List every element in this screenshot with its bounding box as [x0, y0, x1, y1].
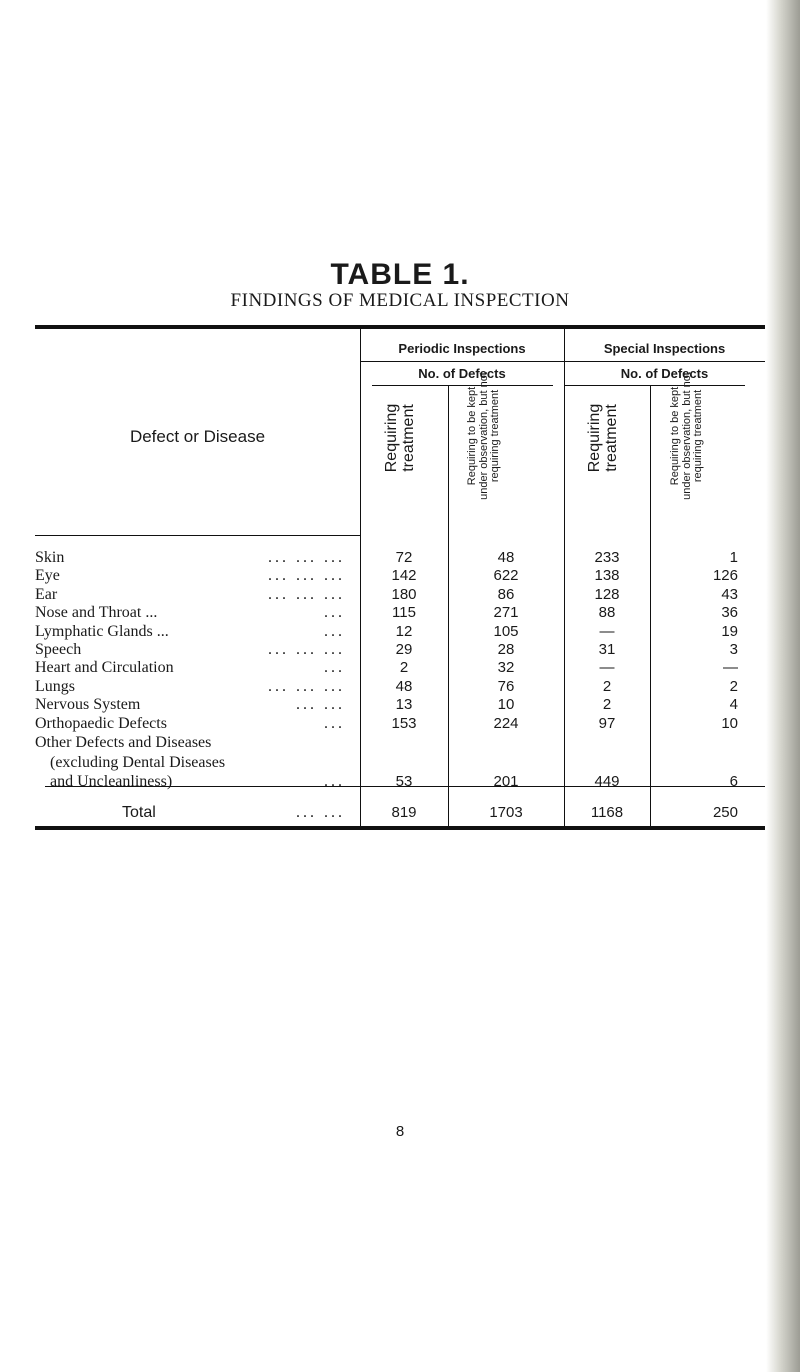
header-bottom-rule [35, 535, 360, 536]
row-cell-p-treat: 13 [395, 696, 413, 713]
row-cell-p-obs: 271 [493, 604, 519, 621]
row-cell-p-obs: 10 [497, 696, 515, 713]
row-cell-p-obs: 105 [493, 623, 519, 640]
other-special-observation: 6 [729, 773, 738, 790]
periodic-requiring-treatment-header: Requiring treatment [383, 403, 417, 473]
row-leader-dots: ... ... ... [268, 586, 345, 603]
table-bottom-rule [35, 826, 765, 830]
row-cell-p-obs: 48 [497, 549, 515, 566]
row-label: Nervous System [35, 696, 141, 713]
row-cell-p-treat: 2 [399, 659, 409, 676]
periodic-inspections-header: Periodic Inspections [398, 341, 526, 356]
row-cell-p-treat: 153 [391, 715, 417, 732]
row-label: Heart and Circulation [35, 659, 174, 676]
row-leader-dots: ... ... [296, 696, 345, 713]
row-cell-p-obs: 224 [493, 715, 519, 732]
row-leader-dots: ... ... ... [268, 549, 345, 566]
row-cell-s-obs: 19 [721, 623, 738, 640]
row-cell-p-obs: 622 [493, 567, 519, 584]
row-cell-p-treat: 72 [395, 549, 413, 566]
row-cell-p-obs: 28 [497, 641, 515, 658]
row-cell-s-obs: 2 [729, 678, 738, 695]
other-defects-label-line1: Other Defects and Diseases [35, 734, 212, 751]
row-cell-s-treat: 97 [598, 715, 616, 732]
row-cell-s-obs: 36 [721, 604, 738, 621]
defect-or-disease-header: Defect or Disease [129, 427, 266, 446]
row-cell-s-obs: — [723, 659, 738, 676]
other-periodic-observation: 201 [493, 773, 519, 790]
total-label: Total [122, 804, 156, 821]
row-cell-s-obs: 10 [721, 715, 738, 732]
row-leader-dots: ... ... ... [268, 567, 345, 584]
page-number: 8 [395, 1123, 405, 1140]
row-cell-s-obs: 3 [729, 641, 738, 658]
row-cell-s-treat: 233 [594, 549, 620, 566]
row-cell-s-obs: 126 [712, 567, 738, 584]
row-cell-s-obs: 4 [729, 696, 738, 713]
row-cell-s-treat: — [599, 623, 615, 640]
row-cell-p-treat: 115 [392, 604, 416, 621]
special-inspections-header: Special Inspections [603, 341, 726, 356]
row-cell-s-treat: 31 [598, 641, 616, 658]
total-special-observation: 250 [712, 804, 738, 821]
row-leader-dots: ... ... ... [268, 678, 345, 695]
row-label: Lungs [35, 678, 75, 695]
total-special-treatment: 1168 [590, 804, 624, 821]
row-cell-s-treat: 2 [602, 678, 612, 695]
row-label: Lymphatic Glands ... [35, 623, 169, 640]
row-cell-p-treat: 29 [395, 641, 413, 658]
page-edge-shadow [766, 0, 800, 1372]
row-cell-s-treat: 138 [594, 567, 620, 584]
row-cell-s-treat: 2 [602, 696, 612, 713]
table-top-rule [35, 325, 765, 329]
row-label: Speech [35, 641, 82, 658]
row-leader-dots: ... [324, 604, 345, 621]
row-leader-dots: ... [324, 659, 345, 676]
row-cell-s-obs: 43 [721, 586, 738, 603]
total-periodic-treatment: 819 [391, 804, 417, 821]
row-cell-s-treat: 88 [598, 604, 616, 621]
periodic-no-of-defects-header: No. of Defects [418, 366, 506, 381]
row-cell-p-obs: 32 [497, 659, 515, 676]
row-leader-dots: ... [324, 623, 345, 640]
other-defects-label-line3: and Uncleanliness) [50, 773, 173, 790]
row-cell-p-obs: 86 [497, 586, 515, 603]
other-periodic-treatment: 53 [395, 773, 413, 790]
row-cell-s-obs: 1 [729, 549, 738, 566]
group-header-rule [360, 361, 765, 362]
special-requiring-treatment-header: Requiring treatment [586, 403, 620, 473]
row-label: Eye [35, 567, 60, 584]
row-cell-p-obs: 76 [497, 678, 515, 695]
table-title: TABLE 1. [330, 258, 470, 291]
total-periodic-observation: 1703 [489, 804, 523, 821]
other-special-treatment: 449 [594, 773, 620, 790]
row-cell-s-treat: 128 [594, 586, 620, 603]
row-cell-p-treat: 180 [391, 586, 417, 603]
row-cell-p-treat: 12 [395, 623, 413, 640]
periodic-requiring-observation-header: Requiring to be kept under observation, but not requiring treatment [466, 372, 502, 500]
row-leader-dots: ... [324, 715, 345, 732]
special-no-of-defects-header: No. of Defects [620, 366, 709, 381]
row-cell-p-treat: 142 [391, 567, 417, 584]
row-label: Skin [35, 549, 65, 566]
other-defects-label-line2: (excluding Dental Diseases [50, 754, 226, 771]
table-subtitle: FINDINGS OF MEDICAL INSPECTION [230, 290, 570, 311]
special-requiring-observation-header: Requiring to be kept under observation, but not requiring treatment [669, 372, 705, 500]
total-dots: ... ... [296, 804, 345, 821]
row-cell-s-treat: — [599, 659, 615, 676]
row-label: Orthopaedic Defects [35, 715, 167, 732]
row-leader-dots: ... ... ... [268, 641, 345, 658]
row-label: Ear [35, 586, 58, 603]
other-defects-dots: ... [324, 773, 345, 790]
row-label: Nose and Throat ... [35, 604, 158, 621]
row-cell-p-treat: 48 [395, 678, 413, 695]
